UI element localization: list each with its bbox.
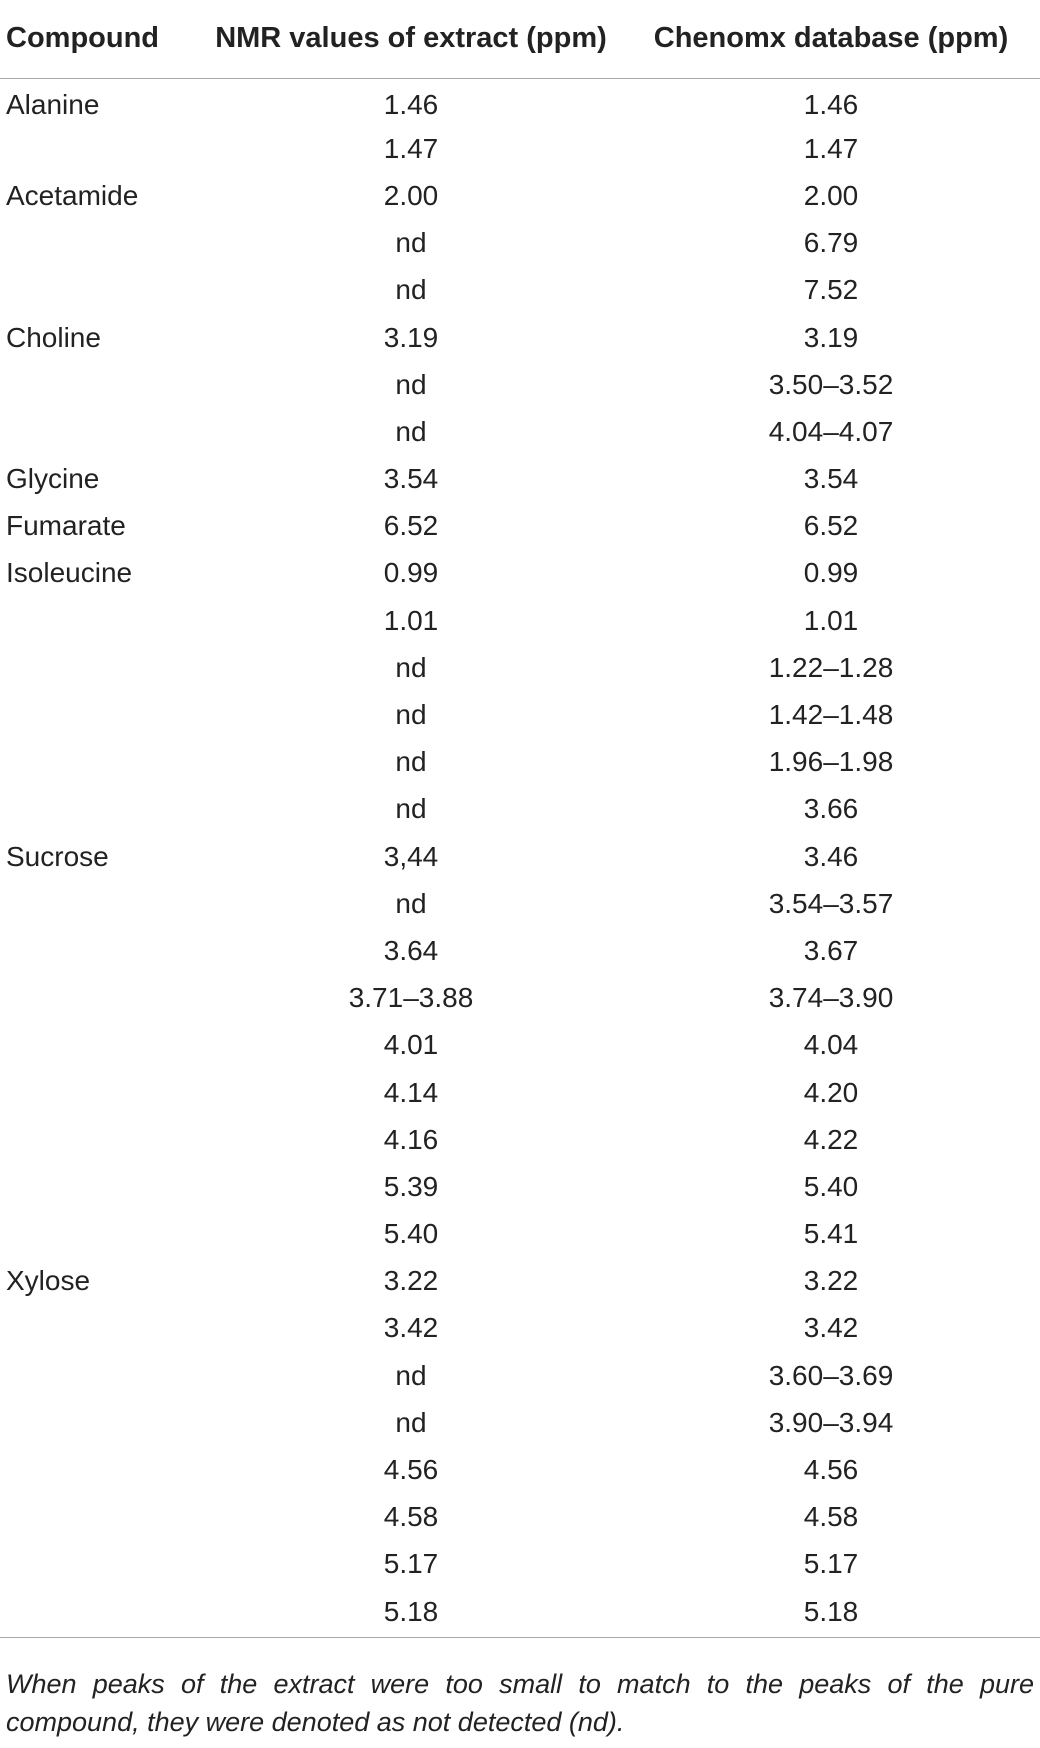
table-row (0, 78, 1040, 125)
database-value-cell: 7.52 (803, 274, 859, 306)
database-value-cell: 3.90–3.94 (768, 1406, 894, 1438)
table-row (0, 314, 1040, 361)
database-value-cell: 1.42–1.48 (768, 699, 894, 731)
database-value-cell: 6.52 (803, 510, 859, 542)
extract-value-cell: nd (395, 699, 427, 731)
table-header (0, 0, 1040, 78)
table-bottom-rule (0, 1637, 1040, 1638)
database-value-cell: 1.46 (803, 88, 859, 120)
table-row (0, 550, 1040, 597)
table-row (0, 739, 1040, 786)
database-value-cell: 3.50–3.52 (768, 368, 894, 400)
table-row (0, 1399, 1040, 1446)
database-value-cell: 3.46 (803, 840, 859, 872)
database-value-cell: 5.17 (803, 1548, 859, 1580)
compound-cell: Acetamide (6, 179, 139, 211)
database-value-cell: 3.67 (803, 934, 859, 966)
compound-cell (0, 1305, 200, 1352)
compound-cell (0, 597, 200, 644)
extract-value-cell: 3.42 (383, 1312, 439, 1344)
extract-value-cell: 4.56 (383, 1454, 439, 1486)
compound-cell (0, 1352, 200, 1399)
compound-cell (0, 880, 200, 927)
table-row (0, 267, 1040, 314)
compound-cell (0, 1541, 200, 1588)
extract-value-cell: 1.47 (383, 132, 439, 164)
table-row (0, 1258, 1040, 1305)
database-value-cell: 4.22 (803, 1123, 859, 1155)
column-header-compound: Compound (0, 0, 200, 78)
table-row (0, 456, 1040, 503)
extract-value-cell: nd (395, 793, 427, 825)
compound-cell (0, 644, 200, 691)
extract-value-cell: 5.17 (383, 1548, 439, 1580)
compound-cell: Fumarate (6, 510, 126, 542)
table-row (0, 125, 1040, 172)
column-header-chenomx: Chenomx database (ppm) (622, 0, 1040, 78)
table-row (0, 1494, 1040, 1541)
compound-cell (0, 1588, 200, 1635)
compound-cell (0, 1494, 200, 1541)
extract-value-cell: 4.01 (383, 1029, 439, 1061)
column-header-nmr-extract: NMR values of extract (ppm) (200, 0, 622, 78)
table-row (0, 1116, 1040, 1163)
database-value-cell: 4.04–4.07 (768, 415, 894, 447)
database-value-cell: 3.74–3.90 (768, 982, 894, 1014)
table-row (0, 597, 1040, 644)
database-value-cell: 3.66 (803, 793, 859, 825)
compound-cell: Xylose (6, 1265, 91, 1297)
header-row (0, 0, 1040, 78)
compound-cell (0, 1446, 200, 1493)
compound-cell (0, 1116, 200, 1163)
database-value-cell: 3.60–3.69 (768, 1359, 894, 1391)
table-row (0, 1069, 1040, 1116)
compound-cell (0, 691, 200, 738)
database-value-cell: 5.18 (803, 1595, 859, 1627)
table-row (0, 172, 1040, 219)
extract-value-cell: 0.99 (383, 557, 439, 589)
table-row (0, 1163, 1040, 1210)
database-value-cell: 5.41 (803, 1218, 859, 1250)
compound-cell: Sucrose (6, 840, 109, 872)
compound-cell: Glycine (6, 463, 100, 495)
database-value-cell: 3.54 (803, 463, 859, 495)
extract-value-cell: 3.22 (383, 1265, 439, 1297)
table-row (0, 975, 1040, 1022)
extract-value-cell: 3.71–3.88 (348, 982, 474, 1014)
compound-cell (0, 1163, 200, 1210)
compound-cell (0, 1399, 200, 1446)
database-value-cell: 1.47 (803, 132, 859, 164)
table-row (0, 1305, 1040, 1352)
compound-cell (0, 1211, 200, 1258)
extract-value-cell: nd (395, 227, 427, 259)
database-value-cell: 4.58 (803, 1501, 859, 1533)
database-value-cell: 4.20 (803, 1076, 859, 1108)
compound-cell (0, 361, 200, 408)
table-row (0, 1022, 1040, 1069)
compound-cell (0, 739, 200, 786)
database-value-cell: 6.79 (803, 227, 859, 259)
compound-cell: Choline (6, 321, 101, 353)
compound-cell (0, 1022, 200, 1069)
extract-value-cell: 3,44 (383, 840, 439, 872)
extract-value-cell: 5.39 (383, 1170, 439, 1202)
database-value-cell: 3.42 (803, 1312, 859, 1344)
extract-value-cell: 4.14 (383, 1076, 439, 1108)
extract-value-cell: 4.16 (383, 1123, 439, 1155)
table-row (0, 691, 1040, 738)
database-value-cell: 2.00 (803, 179, 859, 211)
extract-value-cell: 5.40 (383, 1218, 439, 1250)
compound-cell (0, 220, 200, 267)
database-value-cell: 5.40 (803, 1170, 859, 1202)
database-value-cell: 1.96–1.98 (768, 746, 894, 778)
compound-cell (0, 408, 200, 455)
database-value-cell: 3.22 (803, 1265, 859, 1297)
extract-value-cell: nd (395, 746, 427, 778)
table-row (0, 833, 1040, 880)
extract-value-cell: 5.18 (383, 1595, 439, 1627)
table-row (0, 220, 1040, 267)
extract-value-cell: 1.46 (383, 88, 439, 120)
extract-value-cell: nd (395, 1406, 427, 1438)
extract-value-cell: 3.54 (383, 463, 439, 495)
compound-cell (0, 786, 200, 833)
compound-cell: Alanine (6, 88, 100, 120)
table-row (0, 1352, 1040, 1399)
table-row (0, 503, 1040, 550)
extract-value-cell: 3.64 (383, 934, 439, 966)
table-row (0, 1588, 1040, 1635)
compound-cell (0, 975, 200, 1022)
extract-value-cell: 6.52 (383, 510, 439, 542)
table-row (0, 880, 1040, 927)
table-row (0, 786, 1040, 833)
table-row (0, 361, 1040, 408)
database-value-cell: 0.99 (803, 557, 859, 589)
extract-value-cell: 4.58 (383, 1501, 439, 1533)
database-value-cell: 4.56 (803, 1454, 859, 1486)
table-row (0, 1446, 1040, 1493)
database-value-cell: 1.01 (803, 604, 859, 636)
table-row (0, 408, 1040, 455)
extract-value-cell: nd (395, 274, 427, 306)
compound-cell (0, 927, 200, 974)
table-body (0, 78, 1040, 1635)
extract-value-cell: 2.00 (383, 179, 439, 211)
extract-value-cell: nd (395, 415, 427, 447)
compound-cell: Isoleucine (6, 557, 133, 589)
extract-value-cell: nd (395, 651, 427, 683)
extract-value-cell: nd (395, 1359, 427, 1391)
extract-value-cell: nd (395, 887, 427, 919)
table-row (0, 1541, 1040, 1588)
database-value-cell: 3.19 (803, 321, 859, 353)
compound-cell (0, 125, 200, 172)
database-value-cell: 4.04 (803, 1029, 859, 1061)
table-footnote: When peaks of the extract were too small to match to the peaks of the pure compound, they were denoted as not detected (nd). (6, 1669, 1034, 1737)
database-value-cell: 3.54–3.57 (768, 887, 894, 919)
compound-cell (0, 267, 200, 314)
table-row (0, 1211, 1040, 1258)
extract-value-cell: 1.01 (383, 604, 439, 636)
database-value-cell: 1.22–1.28 (768, 651, 894, 683)
table-row (0, 927, 1040, 974)
extract-value-cell: 3.19 (383, 321, 439, 353)
table-row (0, 644, 1040, 691)
extract-value-cell: nd (395, 368, 427, 400)
compound-cell (0, 1069, 200, 1116)
